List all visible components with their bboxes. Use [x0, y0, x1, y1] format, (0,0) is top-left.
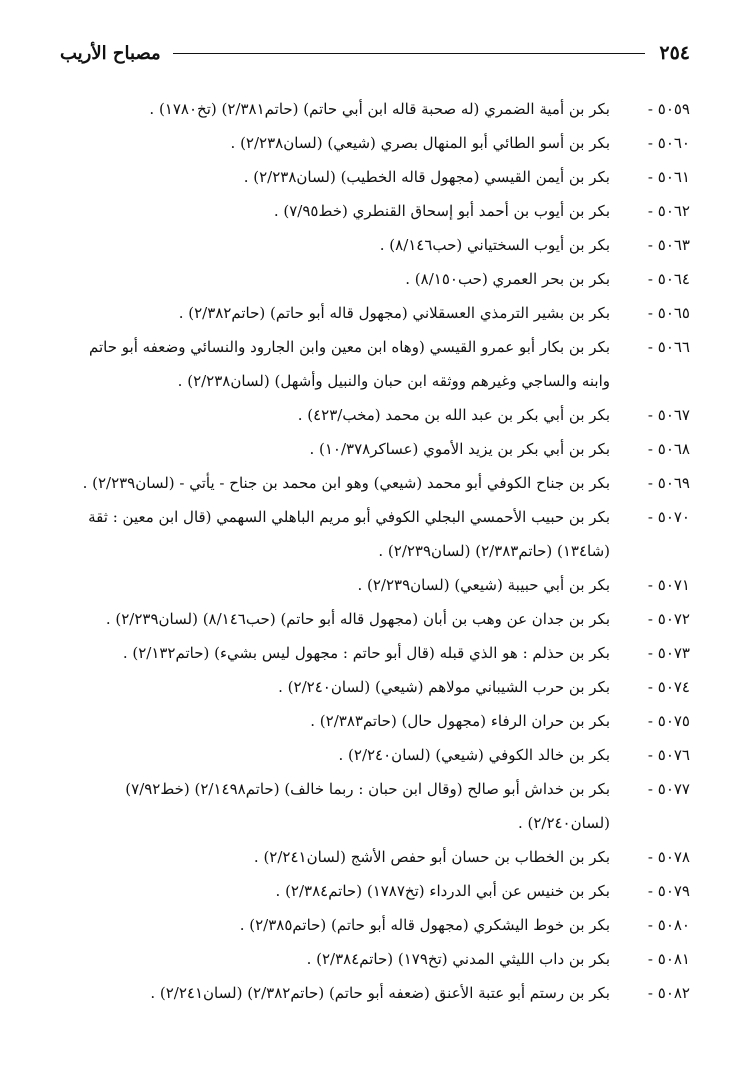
entry-text: بكر بن خوط اليشكري (مجهول قاله أبو حاتم) (حاتم٢/٣٨٥) .	[239, 916, 610, 934]
list-item	[60, 432, 690, 466]
entry-number: ٥٠٧٧ -	[647, 780, 690, 798]
list-item	[60, 194, 690, 228]
entry-number: ٥٠٨٠ -	[647, 916, 690, 934]
entry-text: بكر بن رستم أبو عتبة الأعنق (ضعفه أبو حاتم) (حاتم٢/٣٨٢) (لسان٢/٢٤١) .	[150, 984, 610, 1002]
list-item	[60, 160, 690, 194]
entry-text: بكر بن جناح الكوفي أبو محمد (شيعي) وهو ابن محمد بن جناح - يأتي - (لسان٢/٢٣٩) .	[82, 474, 610, 492]
entry-text: بكر بن خداش أبو صالح (وقال ابن حبان : ربما خالف) (حاتم٢/١٤٩٨) (خط٧/٩٢) (لسان٢/٢٤٠) .	[125, 780, 610, 832]
list-item	[60, 636, 690, 670]
entry-number: ٥٠٦٤ -	[647, 270, 690, 288]
entry-text: بكر بن خالد الكوفي (شيعي) (لسان٢/٢٤٠) .	[338, 746, 610, 764]
header-rule	[173, 53, 646, 54]
entry-text: بكر بن أيمن القيسي (مجهول قاله الخطيب) (لسان٢/٢٣٨) .	[243, 168, 610, 186]
entry-number: ٥٠٧٩ -	[647, 882, 690, 900]
list-item	[60, 228, 690, 262]
entry-number: ٥٠٧٠ -	[647, 508, 690, 526]
list-item	[60, 942, 690, 976]
entry-text: بكر بن بحر العمري (حب٨/١٥٠) .	[405, 270, 610, 288]
list-item	[60, 772, 690, 840]
entry-text: بكر بن حبيب الأحمسي البجلي الكوفي أبو مريم الباهلي السهمي (قال ابن معين : ثقة (شا١٣٤) (حاتم٢/٣٨٣) (لسان٢/٢٣٩) .	[88, 508, 610, 560]
document-page	[60, 0, 690, 1077]
entry-number: ٥٠٨٢ -	[647, 984, 690, 1002]
entry-number: ٥٠٦٧ -	[647, 406, 690, 424]
entry-text: بكر بن جدان عن وهب بن أبان (مجهول قاله أبو حاتم) (حب٨/١٤٦) (لسان٢/٢٣٩) .	[105, 610, 610, 628]
entry-text: بكر بن أيوب بن أحمد أبو إسحاق القنطري (خط٧/٩٥) .	[273, 202, 610, 220]
entry-text: بكر بن خنيس عن أبي الدرداء (تخ١٧٨٧) (حاتم٢/٣٨٤) .	[275, 882, 610, 900]
list-item	[60, 840, 690, 874]
entry-number: ٥٠٧١ -	[647, 576, 690, 594]
entry-text: بكر بن بكار أبو عمرو القيسي (وهاه ابن معين وابن الجارود والنسائي وضعفه أبو حاتم وابنه والساجي وغيرهم ووثقه ابن حبان والنبيل وأشهل) (لسان٢/٢٣٨) .	[89, 338, 610, 390]
list-item	[60, 398, 690, 432]
entry-number: ٥٠٦٣ -	[647, 236, 690, 254]
list-item	[60, 568, 690, 602]
entry-text: بكر بن أمية الضمري (له صحبة قاله ابن أبي حاتم) (حاتم٢/٣٨١) (تخ١٧٨٠) .	[149, 100, 610, 118]
page-header	[60, 38, 690, 68]
list-item	[60, 874, 690, 908]
list-item	[60, 262, 690, 296]
entry-number: ٥٠٦٦ -	[647, 338, 690, 356]
entry-text: بكر بن حذلم : هو الذي قبله (قال أبو حاتم : مجهول ليس بشيء) (حاتم٢/١٣٢) .	[122, 644, 610, 662]
entry-number: ٥٠٦٨ -	[647, 440, 690, 458]
entry-text: بكر بن أسو الطائي أبو المنهال بصري (شيعي) (لسان٢/٢٣٨) .	[230, 134, 610, 152]
entry-number: ٥٠٦٢ -	[647, 202, 690, 220]
list-item	[60, 466, 690, 500]
entry-number: ٥٠٦١ -	[647, 168, 690, 186]
entry-text: بكر بن أبي بكر بن عبد الله بن محمد (مخب/٤٢٣) .	[297, 406, 610, 424]
list-item	[60, 92, 690, 126]
list-item	[60, 500, 690, 568]
entry-text: بكر بن حران الرفاء (مجهول حال) (حاتم٢/٣٨٣) .	[310, 712, 610, 730]
entry-number: ٥٠٧٨ -	[647, 848, 690, 866]
list-item	[60, 126, 690, 160]
page-number: ٢٥٤	[659, 42, 690, 64]
entry-text: بكر بن حرب الشيباني مولاهم (شيعي) (لسان٢/٢٤٠) .	[278, 678, 610, 696]
entry-number: ٥٠٨١ -	[647, 950, 690, 968]
entry-text: بكر بن الخطاب بن حسان أبو حفص الأشج (لسان٢/٢٤١) .	[253, 848, 610, 866]
list-item	[60, 908, 690, 942]
entry-number: ٥٠٧٦ -	[647, 746, 690, 764]
entry-number: ٥٠٦٠ -	[647, 134, 690, 152]
entry-number: ٥٠٦٩ -	[647, 474, 690, 492]
list-item	[60, 704, 690, 738]
list-item	[60, 738, 690, 772]
entry-number: ٥٠٧٣ -	[647, 644, 690, 662]
list-item	[60, 330, 690, 398]
entry-number: ٥٠٧٢ -	[647, 610, 690, 628]
entry-number: ٥٠٥٩ -	[647, 100, 690, 118]
entry-text: بكر بن أيوب السختياني (حب٨/١٤٦) .	[379, 236, 610, 254]
list-item	[60, 670, 690, 704]
entry-list	[60, 92, 690, 1010]
entry-text: بكر بن أبي حبيبة (شيعي) (لسان٢/٢٣٩) .	[357, 576, 610, 594]
entry-number: ٥٠٧٤ -	[647, 678, 690, 696]
entry-text: بكر بن بشير الترمذي العسقلاني (مجهول قاله أبو حاتم) (حاتم٢/٣٨٢) .	[178, 304, 610, 322]
entry-text: بكر بن داب الليثي المدني (تخ١٧٩) (حاتم٢/٣٨٤) .	[306, 950, 610, 968]
entry-text: بكر بن أبي بكر بن يزيد الأموي (عساكر١٠/٣٧٨) .	[309, 440, 610, 458]
list-item	[60, 296, 690, 330]
entry-number: ٥٠٦٥ -	[647, 304, 690, 322]
list-item	[60, 602, 690, 636]
list-item	[60, 976, 690, 1010]
running-title: مصباح الأريب	[60, 42, 161, 64]
entry-number: ٥٠٧٥ -	[647, 712, 690, 730]
